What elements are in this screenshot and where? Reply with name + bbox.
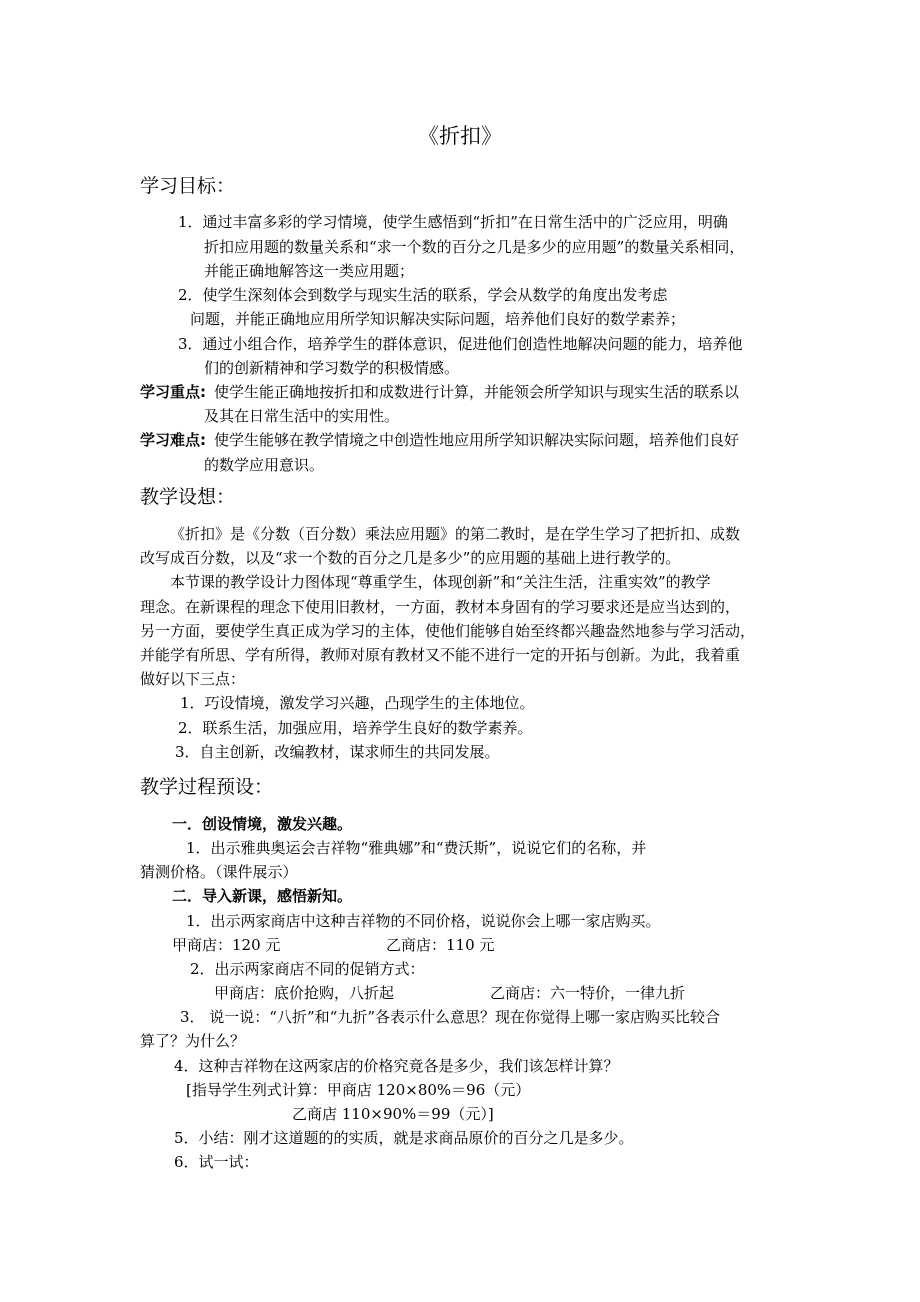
section-2-item-1: 1．出示两家商店中这种吉祥物的不同价格，说说你会上哪一家店购买。	[186, 912, 661, 930]
section-1-title: 一．创设情境，激发兴趣。	[172, 815, 353, 833]
design-heading: 教学设想：	[140, 486, 236, 508]
design-point-3: 3．自主创新，改编教材，谋求师生的共同发展。	[175, 743, 500, 761]
design-p2-line-4: 并能学有所思、学有所得，教师对原有教材又不能不进行一定的开拓与创新。为此，我着重	[140, 646, 741, 664]
objectives-heading: 学习目标：	[140, 175, 236, 197]
shop-a-price: 甲商店：120 元	[172, 936, 281, 954]
section-1-item-line-1: 1．出示雅典奥运会吉祥物“雅典娜”和“费沃斯”，说说它们的名称，并	[186, 839, 647, 857]
calc-shop-a: [指导学生列式计算：甲商店 120×80%＝96（元）	[186, 1081, 531, 1099]
section-2-item-3-line-1: 3． 说一说：“八折”和“九折”各表示什么意思？现在你觉得上哪一家店购买比较合	[180, 1008, 720, 1026]
objective-3-line-2: 们的创新精神和学习数学的积极情感。	[204, 359, 460, 377]
difficulty-line-1: 使学生能够在教学情境之中创造性地应用所学知识解决实际问题，培养他们良好	[214, 431, 740, 449]
focus-line-1: 使学生能正确地按折扣和成数进行计算，并能领会所学知识与现实生活的联系以	[214, 383, 740, 401]
process-heading: 教学过程预设：	[140, 776, 274, 798]
design-p2-line-1: 本节课的教学设计力图体现“尊重学生，体现创新”和“关注生活，注重实效”的教学	[170, 573, 711, 591]
design-point-1: 1．巧设情境，激发学习兴趣，凸现学生的主体地位。	[180, 694, 535, 712]
shop-a-promo: 甲商店：底价抢购，八折起	[214, 984, 395, 1002]
difficulty-label: 学习难点:	[140, 431, 206, 449]
section-2-item-4: 4．这种吉祥物在这两家店的价格究竟各是多少，我们该怎样计算？	[174, 1057, 619, 1075]
section-2-item-5: 5．小结：刚才这道题的的实质，就是求商品原价的百分之几是多少。	[174, 1129, 634, 1147]
objective-1-line-1: 1．通过丰富多彩的学习情境，使学生感悟到“折扣”在日常生活中的广泛应用，明确	[178, 213, 728, 231]
objective-2-line-2: 问题，并能正确地应用所学知识解决实际问题，培养他们良好的数学素养；	[190, 310, 686, 328]
calc-shop-b: 乙商店 110×90%＝99（元）]	[292, 1105, 494, 1123]
shop-b-promo: 乙商店：六一特价，一律九折	[490, 984, 686, 1002]
section-2-item-3-line-2: 算了？为什么？	[140, 1032, 246, 1050]
section-2-title: 二．导入新课，感悟新知。	[172, 887, 353, 905]
design-p1-line-2: 改写成百分数，以及“求一个数的百分之几是多少”的应用题的基础上进行教学的。	[140, 549, 681, 567]
shop-b-price: 乙商店：110 元	[386, 936, 495, 954]
focus-line-2: 及其在日常生活中的实用性。	[204, 407, 400, 425]
objective-3-line-1: 3．通过小组合作，培养学生的群体意识，促进他们创造性地解决问题的能力，培养他	[178, 335, 743, 353]
objective-2-line-1: 2．使学生深刻体会到数学与现实生活的联系，学会从数学的角度出发考虑	[178, 286, 668, 304]
focus-label: 学习重点:	[140, 383, 206, 401]
section-2-item-6: 6．试一试：	[174, 1153, 259, 1171]
objective-1-line-2: 折扣应用题的数量关系和“求一个数的百分之几是多少的应用题”的数量关系相同，	[204, 238, 745, 256]
design-p2-line-3: 另一方面，要使学生真正成为学习的主体，使他们能够自始至终都兴趣盎然地参与学习活动，	[140, 622, 756, 640]
design-p2-line-5: 做好以下三点：	[140, 670, 246, 688]
section-1-item-line-2: 猜测价格。（课件展示）	[140, 863, 298, 881]
design-point-2: 2．联系生活，加强应用，培养学生良好的数学素养。	[178, 719, 533, 737]
document-title: 《折扣》	[418, 124, 502, 148]
section-2-item-2: 2．出示两家商店不同的促销方式：	[190, 960, 425, 978]
design-p1-line-1: 《折扣》是《分数（百分数）乘法应用题》的第二教时，是在学生学习了把折扣、成数	[170, 525, 741, 543]
objective-1-line-3: 并能正确地解答这一类应用题；	[204, 262, 415, 280]
design-p2-line-2: 理念。在新课程的理念下使用旧教材，一方面，教材本身固有的学习要求还是应当达到的，	[140, 598, 741, 616]
difficulty-line-2: 的数学应用意识。	[204, 456, 325, 474]
